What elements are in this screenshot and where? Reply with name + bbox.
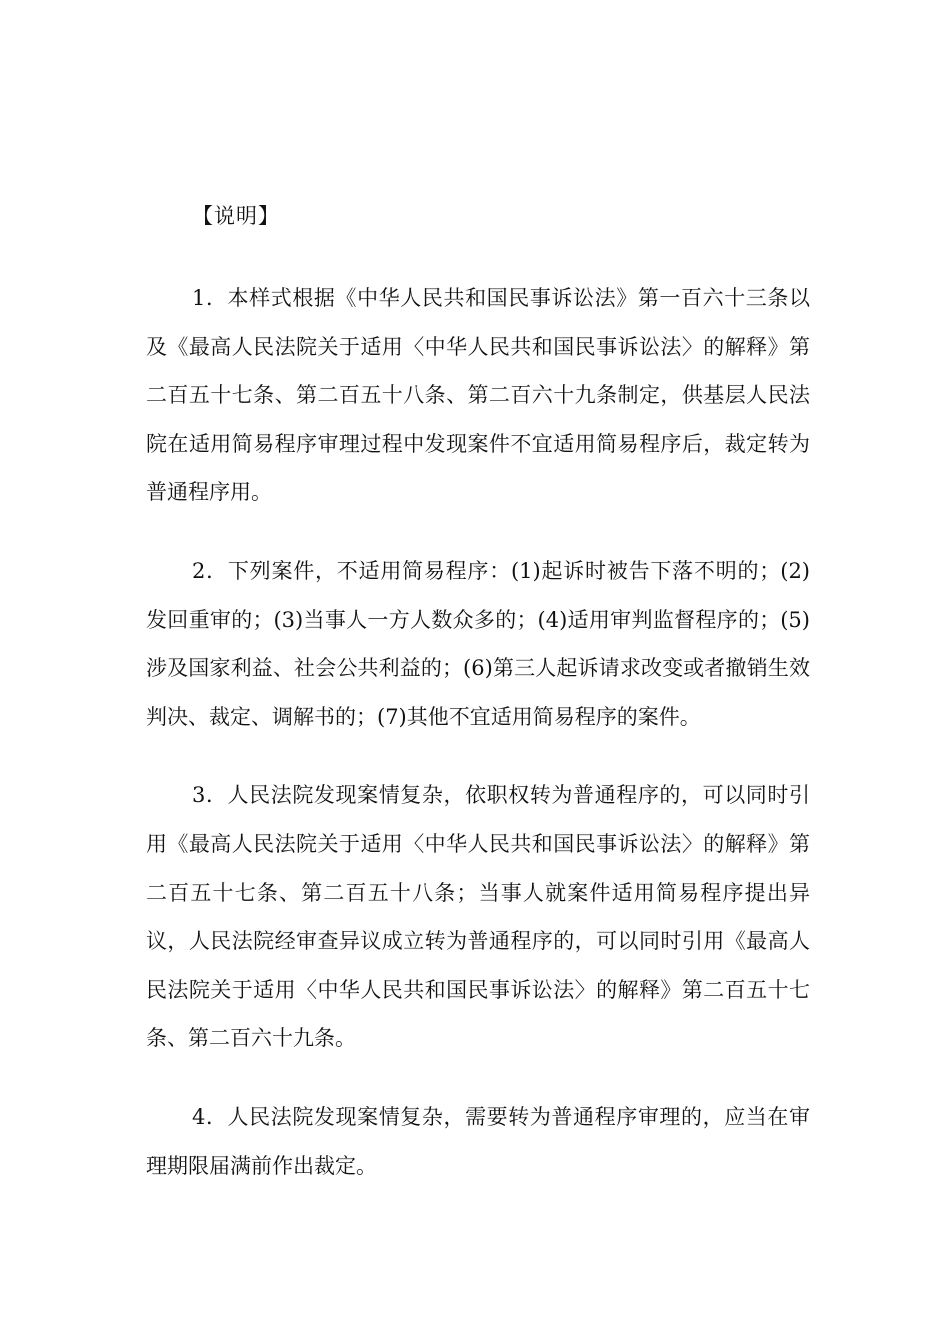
paragraph-4: 4．人民法院发现案情复杂，需要转为普通程序审理的，应当在审理期限届满前作出裁定。	[146, 1104, 810, 1178]
document-body	[146, 196, 810, 1220]
paragraph-3: 3．人民法院发现案情复杂，依职权转为普通程序的，可以同时引用《最高人民法院关于适用〈中华人民共和国民事诉讼法〉的解释》第二百五十七条、第二百五十八条；当事人就案件适用简易程序提出异议，人民法院经审查异议成立转为普通程序的，可以同时引用《最高人民法院关于适用〈中华人民共和国民事诉讼法〉的解释》第二百五十七条、第二百六十九条。	[146, 783, 810, 1051]
paragraph-1: 1．本样式根据《中华人民共和国民事诉讼法》第一百六十三条以及《最高人民法院关于适用〈中华人民共和国民事诉讼法〉的解释》第二百五十七条、第二百五十八条、第二百六十九条制定，供基层人民法院在适用简易程序审理过程中发现案件不宜适用简易程序后，裁定转为普通程序用。	[146, 286, 810, 505]
paragraph-2: 2．下列案件，不适用简易程序：(1)起诉时被告下落不明的；(2)发回重审的；(3)当事人一方人数众多的；(4)适用审判监督程序的；(5)涉及国家利益、社会公共利益的；(6)第三人起诉请求改变或者撤销生效判决、裁定、调解书的；(7)其他不宜适用简易程序的案件。	[146, 558, 810, 729]
section-heading: 【说明】	[192, 204, 280, 228]
